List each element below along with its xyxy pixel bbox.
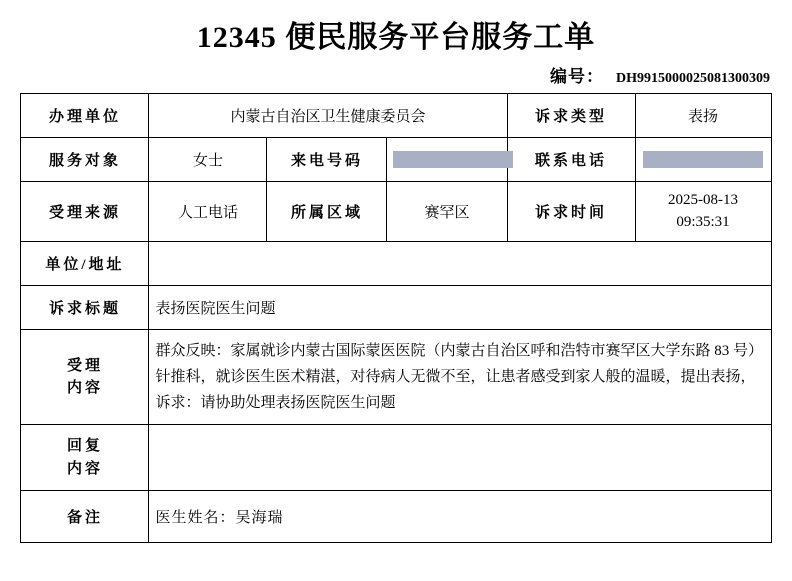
appeal-type-label: 诉求类型 xyxy=(507,94,635,138)
contact-phone-label: 联系电话 xyxy=(507,138,635,182)
caller-number-label: 来电号码 xyxy=(267,138,387,182)
unit-address-value xyxy=(149,242,771,286)
accept-content-label-line2: 内容 xyxy=(66,380,103,396)
serial-value: DH9915000025081300309 xyxy=(616,71,770,86)
reply-content-label-line1: 回复 xyxy=(66,438,103,454)
remark-value: 医生姓名：吴海瑞 xyxy=(149,491,771,543)
handling-unit-label: 办理单位 xyxy=(21,94,149,138)
remark-label: 备注 xyxy=(21,491,149,543)
service-target-label: 服务对象 xyxy=(21,138,149,182)
appeal-type-value: 表扬 xyxy=(635,94,771,138)
table-row xyxy=(21,330,771,425)
table-row xyxy=(21,138,771,182)
appeal-title-value: 表扬医院医生问题 xyxy=(149,286,771,330)
accept-content-value: 群众反映：家属就诊内蒙古国际蒙医医院（内蒙古自治区呼和浩特市赛罕区大学东路 83 号）针推科，就诊医生医术精湛，对待病人无微不至，让患者感受到家人般的温暖，提出表扬，诉求：请协助处理表扬医院医生问题 xyxy=(149,330,771,425)
table-row xyxy=(21,286,771,330)
appeal-time-date: 2025-08-13 xyxy=(668,191,739,208)
caller-number-value xyxy=(387,138,507,182)
appeal-title-label: 诉求标题 xyxy=(21,286,149,330)
table-row xyxy=(21,491,771,543)
table-row xyxy=(21,182,771,242)
appeal-time-label: 诉求时间 xyxy=(507,182,635,242)
reply-content-label-line2: 内容 xyxy=(66,460,103,477)
accept-source-value: 人工电话 xyxy=(149,182,267,242)
region-value: 赛罕区 xyxy=(387,182,507,242)
table-row xyxy=(21,94,771,138)
appeal-time-time: 09:35:31 xyxy=(676,213,730,230)
service-target-value: 女士 xyxy=(149,138,267,182)
serial-row xyxy=(0,62,792,93)
page-title: 12345 便民服务平台服务工单 xyxy=(196,21,596,54)
contact-phone-value xyxy=(635,138,771,182)
accept-source-label: 受理来源 xyxy=(21,182,149,242)
ticket-table xyxy=(20,93,771,543)
accept-content-label xyxy=(21,330,149,425)
appeal-time-value xyxy=(635,182,771,242)
handling-unit-value: 内蒙古自治区卫生健康委员会 xyxy=(149,94,507,138)
redacted-bar xyxy=(393,151,513,168)
serial-label: 编号： xyxy=(550,67,604,86)
reply-content-value xyxy=(149,425,771,491)
accept-content-label-line1: 受理 xyxy=(66,357,103,374)
table-row xyxy=(21,425,771,491)
unit-address-label: 单位/地址 xyxy=(21,242,149,286)
table-row xyxy=(21,242,771,286)
reply-content-label xyxy=(21,425,149,491)
region-label: 所属区域 xyxy=(267,182,387,242)
redacted-bar xyxy=(643,151,763,168)
